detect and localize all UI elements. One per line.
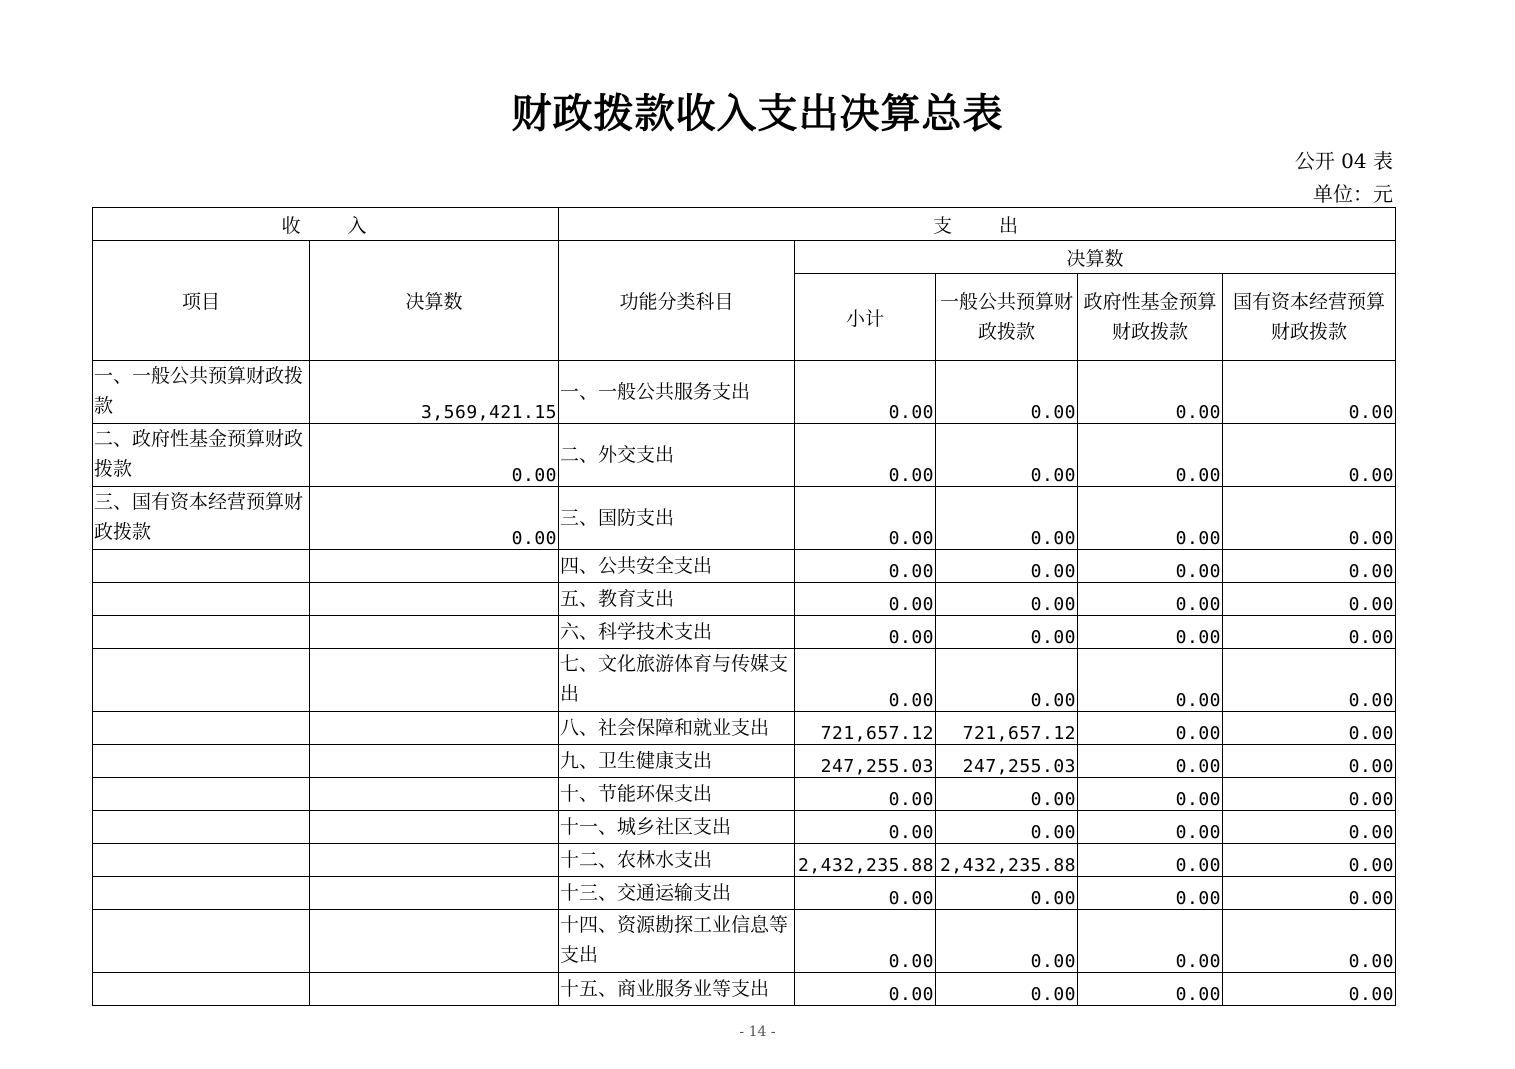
fund-budget-cell: 0.00 bbox=[1078, 550, 1223, 583]
function-category-cell: 三、国防支出 bbox=[559, 487, 795, 550]
table-row bbox=[93, 973, 1396, 1006]
subtotal-cell: 0.00 bbox=[795, 424, 936, 487]
subtotal-cell: 0.00 bbox=[795, 910, 936, 973]
income-amount-cell bbox=[310, 877, 559, 910]
capital-budget-cell: 0.00 bbox=[1223, 361, 1396, 424]
capital-budget-cell: 0.00 bbox=[1223, 877, 1396, 910]
table-row bbox=[93, 487, 1396, 550]
function-category-cell: 十一、城乡社区支出 bbox=[559, 811, 795, 844]
fund-budget-cell: 0.00 bbox=[1078, 811, 1223, 844]
general-budget-cell: 0.00 bbox=[936, 487, 1078, 550]
capital-budget-cell: 0.00 bbox=[1223, 910, 1396, 973]
fund-budget-cell: 0.00 bbox=[1078, 745, 1223, 778]
capital-budget-cell: 0.00 bbox=[1223, 973, 1396, 1006]
subtotal-cell: 2,432,235.88 bbox=[795, 844, 936, 877]
fund-budget-cell: 0.00 bbox=[1078, 877, 1223, 910]
income-item-cell bbox=[93, 877, 310, 910]
general-budget-cell: 721,657.12 bbox=[936, 712, 1078, 745]
income-amount-cell bbox=[310, 910, 559, 973]
income-amount-cell bbox=[310, 649, 559, 712]
income-amount-cell bbox=[310, 811, 559, 844]
subtotal-cell: 0.00 bbox=[795, 583, 936, 616]
general-budget-cell: 247,255.03 bbox=[936, 745, 1078, 778]
table-row bbox=[93, 616, 1396, 649]
table-row bbox=[93, 877, 1396, 910]
income-item-cell bbox=[93, 778, 310, 811]
income-amount-cell bbox=[310, 712, 559, 745]
function-category-cell: 七、文化旅游体育与传媒支出 bbox=[559, 649, 795, 712]
income-amount-cell bbox=[310, 778, 559, 811]
capital-budget-cell: 0.00 bbox=[1223, 649, 1396, 712]
function-category-cell: 九、卫生健康支出 bbox=[559, 745, 795, 778]
fund-budget-cell: 0.00 bbox=[1078, 487, 1223, 550]
function-category-cell: 十三、交通运输支出 bbox=[559, 877, 795, 910]
final-amount-group-header: 决算数 bbox=[795, 241, 1396, 274]
general-public-budget-header: 一般公共预算财政拨款 bbox=[936, 274, 1078, 361]
capital-budget-cell: 0.00 bbox=[1223, 550, 1396, 583]
fund-budget-cell: 0.00 bbox=[1078, 424, 1223, 487]
fund-budget-cell: 0.00 bbox=[1078, 910, 1223, 973]
form-code: 公开 04 表 bbox=[1294, 149, 1393, 173]
capital-budget-cell: 0.00 bbox=[1223, 844, 1396, 877]
table-row bbox=[93, 583, 1396, 616]
table-row bbox=[93, 712, 1396, 745]
income-amount-cell bbox=[310, 973, 559, 1006]
budget-table bbox=[92, 207, 1396, 1006]
fund-budget-cell: 0.00 bbox=[1078, 973, 1223, 1006]
income-amount-cell bbox=[310, 844, 559, 877]
income-item-cell: 一、一般公共预算财政拨款 bbox=[93, 361, 310, 424]
income-item-cell: 二、政府性基金预算财政拨款 bbox=[93, 424, 310, 487]
header-row-2 bbox=[93, 241, 1396, 274]
subtotal-cell: 0.00 bbox=[795, 550, 936, 583]
income-item-cell bbox=[93, 550, 310, 583]
general-budget-cell: 0.00 bbox=[936, 877, 1078, 910]
subtotal-cell: 247,255.03 bbox=[795, 745, 936, 778]
subtotal-cell: 721,657.12 bbox=[795, 712, 936, 745]
subtotal-cell: 0.00 bbox=[795, 649, 936, 712]
income-item-cell bbox=[93, 616, 310, 649]
general-budget-cell: 0.00 bbox=[936, 583, 1078, 616]
general-budget-cell: 0.00 bbox=[936, 910, 1078, 973]
income-amount-cell: 3,569,421.15 bbox=[310, 361, 559, 424]
fund-budget-cell: 0.00 bbox=[1078, 712, 1223, 745]
subtotal-header: 小计 bbox=[795, 274, 936, 361]
table-row bbox=[93, 649, 1396, 712]
table-row bbox=[93, 745, 1396, 778]
final-amount-header: 决算数 bbox=[310, 241, 559, 361]
general-budget-cell: 0.00 bbox=[936, 778, 1078, 811]
capital-budget-cell: 0.00 bbox=[1223, 616, 1396, 649]
income-item-cell bbox=[93, 745, 310, 778]
fund-budget-cell: 0.00 bbox=[1078, 361, 1223, 424]
expenditure-header: 支 出 bbox=[559, 208, 1396, 241]
general-budget-cell: 0.00 bbox=[936, 361, 1078, 424]
income-item-cell bbox=[93, 910, 310, 973]
income-item-cell bbox=[93, 973, 310, 1006]
income-amount-cell: 0.00 bbox=[310, 487, 559, 550]
fund-budget-cell: 0.00 bbox=[1078, 616, 1223, 649]
fund-budget-cell: 0.00 bbox=[1078, 844, 1223, 877]
capital-budget-cell: 0.00 bbox=[1223, 778, 1396, 811]
fund-budget-cell: 0.00 bbox=[1078, 583, 1223, 616]
capital-budget-cell: 0.00 bbox=[1223, 811, 1396, 844]
page-title: 财政拨款收入支出决算总表 bbox=[511, 90, 1004, 137]
function-category-cell: 六、科学技术支出 bbox=[559, 616, 795, 649]
income-amount-cell bbox=[310, 583, 559, 616]
general-budget-cell: 0.00 bbox=[936, 811, 1078, 844]
income-item-cell bbox=[93, 844, 310, 877]
government-fund-budget-header: 政府性基金预算财政拨款 bbox=[1078, 274, 1223, 361]
function-category-cell: 五、教育支出 bbox=[559, 583, 795, 616]
function-category-cell: 一、一般公共服务支出 bbox=[559, 361, 795, 424]
income-amount-cell bbox=[310, 616, 559, 649]
unit-label: 单位：元 bbox=[1313, 182, 1393, 206]
subtotal-cell: 0.00 bbox=[795, 487, 936, 550]
general-budget-cell: 0.00 bbox=[936, 973, 1078, 1006]
function-category-cell: 十四、资源勘探工业信息等支出 bbox=[559, 910, 795, 973]
table-row bbox=[93, 424, 1396, 487]
income-item-cell bbox=[93, 811, 310, 844]
function-category-cell: 十五、商业服务业等支出 bbox=[559, 973, 795, 1006]
income-item-cell bbox=[93, 649, 310, 712]
subtotal-cell: 0.00 bbox=[795, 778, 936, 811]
general-budget-cell: 0.00 bbox=[936, 616, 1078, 649]
subtotal-cell: 0.00 bbox=[795, 811, 936, 844]
general-budget-cell: 2,432,235.88 bbox=[936, 844, 1078, 877]
function-category-cell: 十、节能环保支出 bbox=[559, 778, 795, 811]
income-amount-cell bbox=[310, 550, 559, 583]
fund-budget-cell: 0.00 bbox=[1078, 649, 1223, 712]
function-category-header: 功能分类科目 bbox=[559, 241, 795, 361]
table-row bbox=[93, 778, 1396, 811]
capital-budget-cell: 0.00 bbox=[1223, 745, 1396, 778]
function-category-cell: 八、社会保障和就业支出 bbox=[559, 712, 795, 745]
capital-budget-cell: 0.00 bbox=[1223, 424, 1396, 487]
income-item-cell bbox=[93, 712, 310, 745]
header-row-1 bbox=[93, 208, 1396, 241]
table-row bbox=[93, 550, 1396, 583]
general-budget-cell: 0.00 bbox=[936, 424, 1078, 487]
item-header: 项目 bbox=[93, 241, 310, 361]
income-item-cell bbox=[93, 583, 310, 616]
capital-budget-cell: 0.00 bbox=[1223, 583, 1396, 616]
function-category-cell: 二、外交支出 bbox=[559, 424, 795, 487]
income-amount-cell bbox=[310, 745, 559, 778]
function-category-cell: 四、公共安全支出 bbox=[559, 550, 795, 583]
table-row bbox=[93, 910, 1396, 973]
function-category-cell: 十二、农林水支出 bbox=[559, 844, 795, 877]
state-capital-budget-header: 国有资本经营预算财政拨款 bbox=[1223, 274, 1396, 361]
subtotal-cell: 0.00 bbox=[795, 973, 936, 1006]
income-header: 收 入 bbox=[93, 208, 559, 241]
income-amount-cell: 0.00 bbox=[310, 424, 559, 487]
table-row bbox=[93, 844, 1396, 877]
general-budget-cell: 0.00 bbox=[936, 649, 1078, 712]
general-budget-cell: 0.00 bbox=[936, 550, 1078, 583]
capital-budget-cell: 0.00 bbox=[1223, 712, 1396, 745]
subtotal-cell: 0.00 bbox=[795, 877, 936, 910]
subtotal-cell: 0.00 bbox=[795, 361, 936, 424]
fund-budget-cell: 0.00 bbox=[1078, 778, 1223, 811]
table-row bbox=[93, 361, 1396, 424]
income-item-cell: 三、国有资本经营预算财政拨款 bbox=[93, 487, 310, 550]
table-row bbox=[93, 811, 1396, 844]
page-number: - 14 - bbox=[739, 1024, 776, 1040]
capital-budget-cell: 0.00 bbox=[1223, 487, 1396, 550]
subtotal-cell: 0.00 bbox=[795, 616, 936, 649]
